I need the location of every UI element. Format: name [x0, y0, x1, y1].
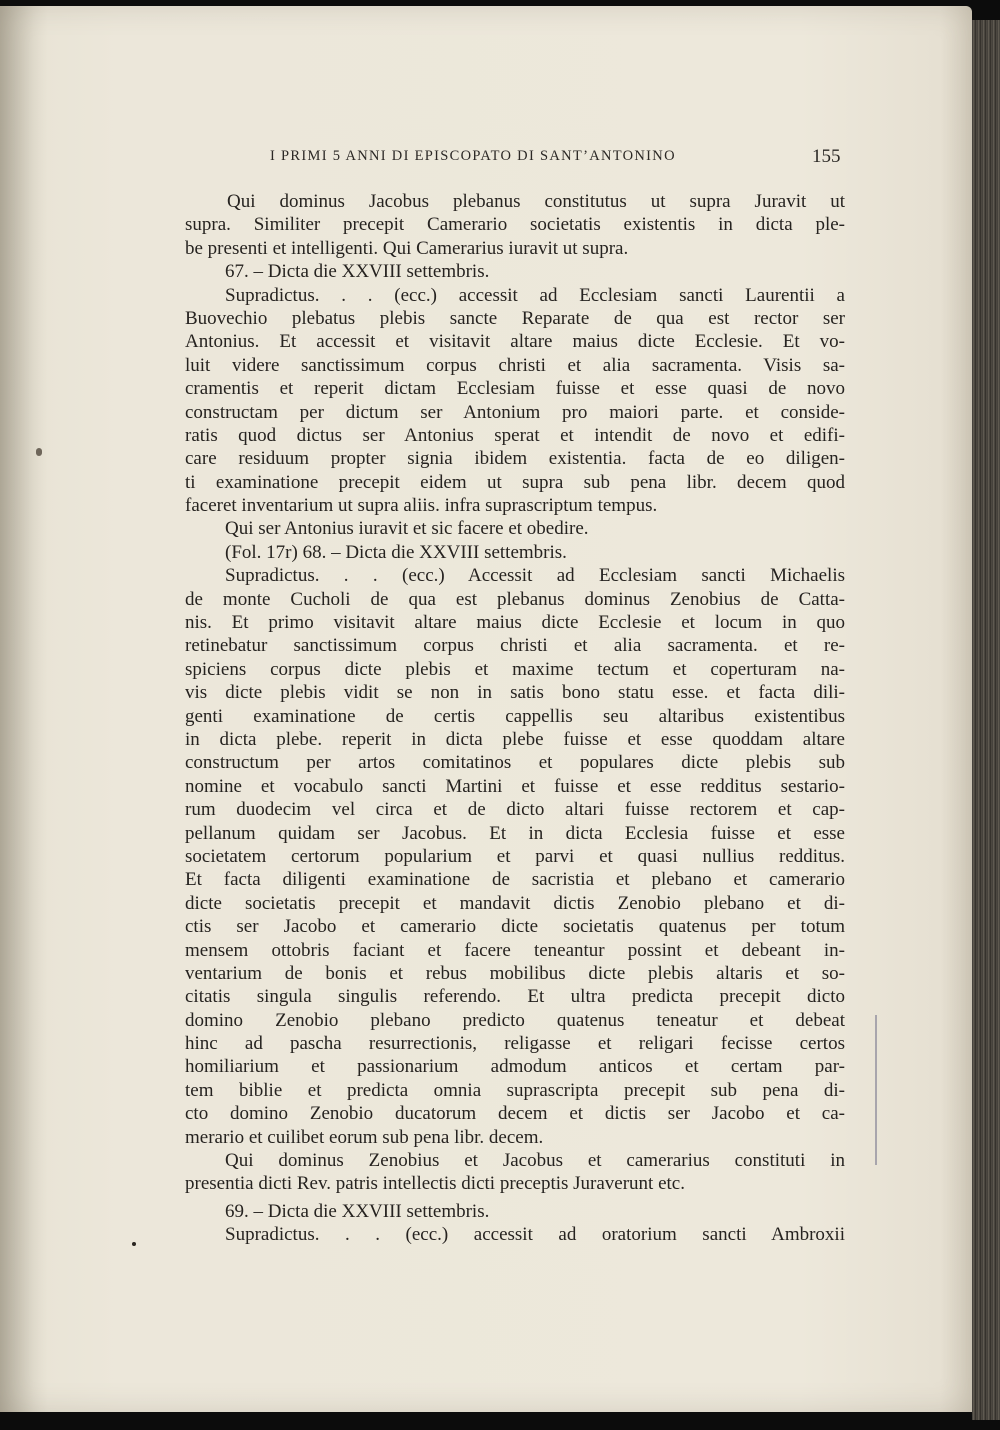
- text-line: genti examinatione de certis cappellis seu altaribus existentibus: [185, 705, 845, 727]
- text-line: supra. Similiter precepit Camerario societatis existentis in dicta ple-: [185, 214, 845, 236]
- text-line: cto domino Zenobio ducatorum decem et dictis ser Jacobo et ca-: [185, 1103, 845, 1125]
- text-line: luit videre sanctissimum corpus christi et alia sacramenta. Visis sa-: [185, 354, 845, 376]
- binding-gutter-shadow: [0, 6, 48, 1412]
- entry-heading-69: 69. – Dicta die XXVIII settembris.: [225, 1200, 490, 1222]
- text-line: tem biblie et predicta omnia suprascripta precepit sub pena di-: [185, 1079, 845, 1101]
- text-line: in dicta plebe. reperit in dicta plebe fuisse et esse quoddam altare: [185, 728, 845, 750]
- text-line: homiliarium et passionarium admodum anticos et certam par-: [185, 1056, 845, 1078]
- text-line: Buovechio plebatus plebis sancte Reparate de qua est rector ser: [185, 307, 845, 329]
- text-line: Et facta diligenti examinatione de sacristia et plebano et camerario: [185, 869, 845, 891]
- text-line: Supradictus. . . (ecc.) Accessit ad Ecclesiam sancti Michaelis: [225, 565, 845, 587]
- text-line: dicte societatis precepit et mandavit dictis Zenobio plebano et di-: [185, 892, 845, 914]
- text-line: Qui dominus Jacobus plebanus constitutus ut supra Juravit ut: [227, 191, 845, 212]
- text-line: rum duodecim vel circa et de dicto altari fuisse rectorem et cap-: [185, 799, 845, 821]
- entry-heading-68: (Fol. 17r) 68. – Dicta die XXVIII settembris.: [225, 541, 567, 563]
- text-line: be presenti et intelligenti. Qui Camerarius iuravit ut supra.: [185, 237, 629, 259]
- margin-spot: [36, 448, 42, 456]
- text-line: nomine et vocabulo sancti Martini et fuisse et esse redditus sestario-: [185, 775, 845, 797]
- text-line: constructum per artos comitatinos et populares dicte plebis sub: [185, 752, 845, 774]
- text-line: Supradictus. . . (ecc.) accessit ad oratorium sancti Ambroxii: [225, 1224, 845, 1246]
- text-line: nis. Et primo visitavit altare maius dicte Ecclesie et locum in quo: [185, 612, 845, 634]
- text-line: presentia dicti Rev. patris intellectis dicti preceptis Juraverunt etc.: [185, 1173, 685, 1195]
- text-line: retinebatur sanctissimum corpus christi et alia sacramenta. et re-: [185, 635, 845, 657]
- text-line: Qui ser Antonius iuravit et sic facere et obedire.: [225, 518, 589, 540]
- text-line: hinc ad pascha resurrectionis, religasse et religari fecisse certos: [185, 1033, 845, 1055]
- text-line: societatem certorum popularium et parvi et quasi nullius redditus.: [185, 845, 845, 867]
- text-line: ctis ser Jacobo et camerario dicte societatis quatenus per totum: [185, 916, 845, 938]
- text-line: vis dicte plebis vidit se non in satis bono statu esse. et facta dili-: [185, 682, 845, 704]
- text-line: Qui dominus Zenobius et Jacobus et camerarius constituti in: [225, 1150, 845, 1172]
- text-line: domino Zenobio plebano predicto quatenus teneatur et debeat: [185, 1009, 845, 1031]
- running-header: I PRIMI 5 ANNI DI EPISCOPATO DI SANT’ANTONINO: [270, 148, 676, 164]
- text-line: merario et cuilibet eorum sub pena libr. decem.: [185, 1126, 544, 1148]
- margin-dot: [132, 1242, 136, 1246]
- text-line: pellanum quidam ser Jacobus. Et in dicta Ecclesia fuisse et esse: [185, 822, 845, 844]
- text-line: mensem ottobris faciant et facere teneantur possint et debeant in-: [185, 939, 845, 961]
- entry-heading-67: 67. – Dicta die XXVIII settembris.: [225, 261, 490, 283]
- text-line: ti examinatione precepit eidem ut supra sub pena libr. decem quod: [185, 471, 845, 493]
- text-line: ventarium de bonis et rebus mobilibus dicte plebis altaris et so-: [185, 962, 845, 984]
- margin-pencil-mark: [875, 1015, 877, 1165]
- text-line: Antonius. Et accessit et visitavit altare maius dicte Ecclesie. Et vo-: [185, 331, 845, 353]
- text-line: Supradictus. . . (ecc.) accessit ad Ecclesiam sancti Laurentii a: [225, 284, 845, 306]
- text-line: cramentis et reperit dictam Ecclesiam fuisse et esse quasi de novo: [185, 378, 845, 400]
- text-line: citatis singula singulis referendo. Et ultra predicta precepit dicto: [185, 986, 845, 1008]
- text-line: care residuum propter signia ibidem existentia. facta de eo diligen-: [185, 448, 845, 470]
- body-text: [185, 190, 845, 1247]
- page-number: 155: [812, 146, 841, 167]
- text-line: ratis quod dictus ser Antonius sperat et intendit de novo et edifi-: [185, 424, 845, 446]
- page-stack-edge: [972, 20, 1000, 1420]
- text-line: constructam per dictum ser Antonium pro maiori parte. et conside-: [185, 401, 845, 423]
- text-line: de monte Cucholi de qua est plebanus dominus Zenobius de Catta-: [185, 588, 845, 610]
- text-line: spiciens corpus dicte plebis et maxime tectum et coperturam na-: [185, 658, 845, 680]
- text-line: faceret inventarium ut supra aliis. infra suprascriptum tempus.: [185, 495, 658, 517]
